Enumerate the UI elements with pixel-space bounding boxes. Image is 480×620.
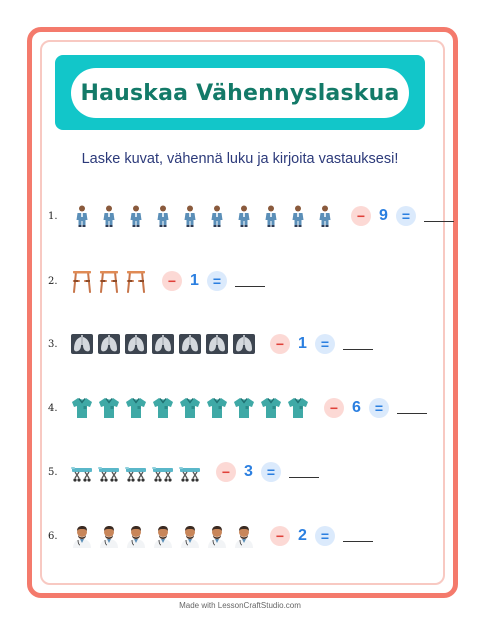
problem-number: 6.	[48, 530, 58, 542]
equals-sign: =	[369, 398, 389, 418]
lungs-xray-icon	[70, 332, 94, 356]
problem-row-2	[48, 266, 265, 296]
stretcher-icon	[70, 460, 94, 484]
crutches-icon	[97, 269, 121, 293]
problem-row-3	[48, 329, 373, 359]
doctor-person-icon	[151, 204, 175, 228]
answer-blank[interactable]	[424, 210, 454, 222]
answer-blank[interactable]	[235, 275, 265, 287]
doctor-person-icon	[205, 204, 229, 228]
equals-sign: =	[315, 334, 335, 354]
scrubs-shirt-icon	[124, 396, 148, 420]
picture-group	[70, 204, 337, 228]
doctor-person-icon	[313, 204, 337, 228]
crutches-icon	[124, 269, 148, 293]
stretcher-icon	[97, 460, 121, 484]
scrubs-shirt-icon	[259, 396, 283, 420]
minus-sign: −	[351, 206, 371, 226]
instructions-text: Laske kuvat, vähennä luku ja kirjoita vastauksesi!	[81, 151, 399, 167]
problem-row-6	[48, 521, 373, 551]
equals-sign: =	[396, 206, 416, 226]
subtract-value: 1	[190, 272, 199, 289]
doctor-person-icon	[178, 204, 202, 228]
equals-sign: =	[315, 526, 335, 546]
answer-blank[interactable]	[289, 466, 319, 478]
picture-group	[70, 460, 202, 484]
scrubs-shirt-icon	[70, 396, 94, 420]
doctor-portrait-icon	[124, 524, 148, 548]
picture-group	[70, 524, 256, 548]
problem-row-5	[48, 457, 319, 487]
doctor-portrait-icon	[178, 524, 202, 548]
doctor-portrait-icon	[232, 524, 256, 548]
problem-number: 3.	[48, 338, 58, 350]
lungs-xray-icon	[151, 332, 175, 356]
scrubs-shirt-icon	[205, 396, 229, 420]
doctor-person-icon	[232, 204, 256, 228]
doctor-portrait-icon	[205, 524, 229, 548]
problem-number: 1.	[48, 210, 58, 222]
problem-number: 2.	[48, 275, 58, 287]
minus-sign: −	[162, 271, 182, 291]
minus-sign: −	[270, 526, 290, 546]
answer-blank[interactable]	[343, 338, 373, 350]
equals-sign: =	[261, 462, 281, 482]
doctor-portrait-icon	[70, 524, 94, 548]
lungs-xray-icon	[178, 332, 202, 356]
title-banner	[55, 55, 425, 130]
answer-blank[interactable]	[397, 402, 427, 414]
problem-row-4	[48, 393, 427, 423]
scrubs-shirt-icon	[97, 396, 121, 420]
scrubs-shirt-icon	[286, 396, 310, 420]
minus-sign: −	[216, 462, 236, 482]
crutches-icon	[70, 269, 94, 293]
scrubs-shirt-icon	[151, 396, 175, 420]
stretcher-icon	[151, 460, 175, 484]
doctor-person-icon	[259, 204, 283, 228]
problem-row-1	[48, 201, 454, 231]
equals-sign: =	[207, 271, 227, 291]
lungs-xray-icon	[124, 332, 148, 356]
doctor-person-icon	[97, 204, 121, 228]
lungs-xray-icon	[97, 332, 121, 356]
scrubs-shirt-icon	[232, 396, 256, 420]
lungs-xray-icon	[232, 332, 256, 356]
subtract-value: 6	[352, 399, 361, 416]
scrubs-shirt-icon	[178, 396, 202, 420]
doctor-person-icon	[70, 204, 94, 228]
page-title: Hauskaa Vähennyslaskua	[80, 80, 400, 106]
subtract-value: 9	[379, 207, 388, 224]
stretcher-icon	[124, 460, 148, 484]
answer-blank[interactable]	[343, 530, 373, 542]
picture-group	[70, 269, 148, 293]
doctor-person-icon	[124, 204, 148, 228]
lungs-xray-icon	[205, 332, 229, 356]
footer-credit: Made with LessonCraftStudio.com	[179, 601, 301, 610]
minus-sign: −	[270, 334, 290, 354]
doctor-portrait-icon	[97, 524, 121, 548]
picture-group	[70, 396, 310, 420]
doctor-portrait-icon	[151, 524, 175, 548]
problem-number: 5.	[48, 466, 58, 478]
problem-number: 4.	[48, 402, 58, 414]
subtract-value: 2	[298, 527, 307, 544]
subtract-value: 3	[244, 463, 253, 480]
minus-sign: −	[324, 398, 344, 418]
doctor-person-icon	[286, 204, 310, 228]
picture-group	[70, 332, 256, 356]
subtract-value: 1	[298, 335, 307, 352]
stretcher-icon	[178, 460, 202, 484]
title-pill	[71, 68, 409, 118]
